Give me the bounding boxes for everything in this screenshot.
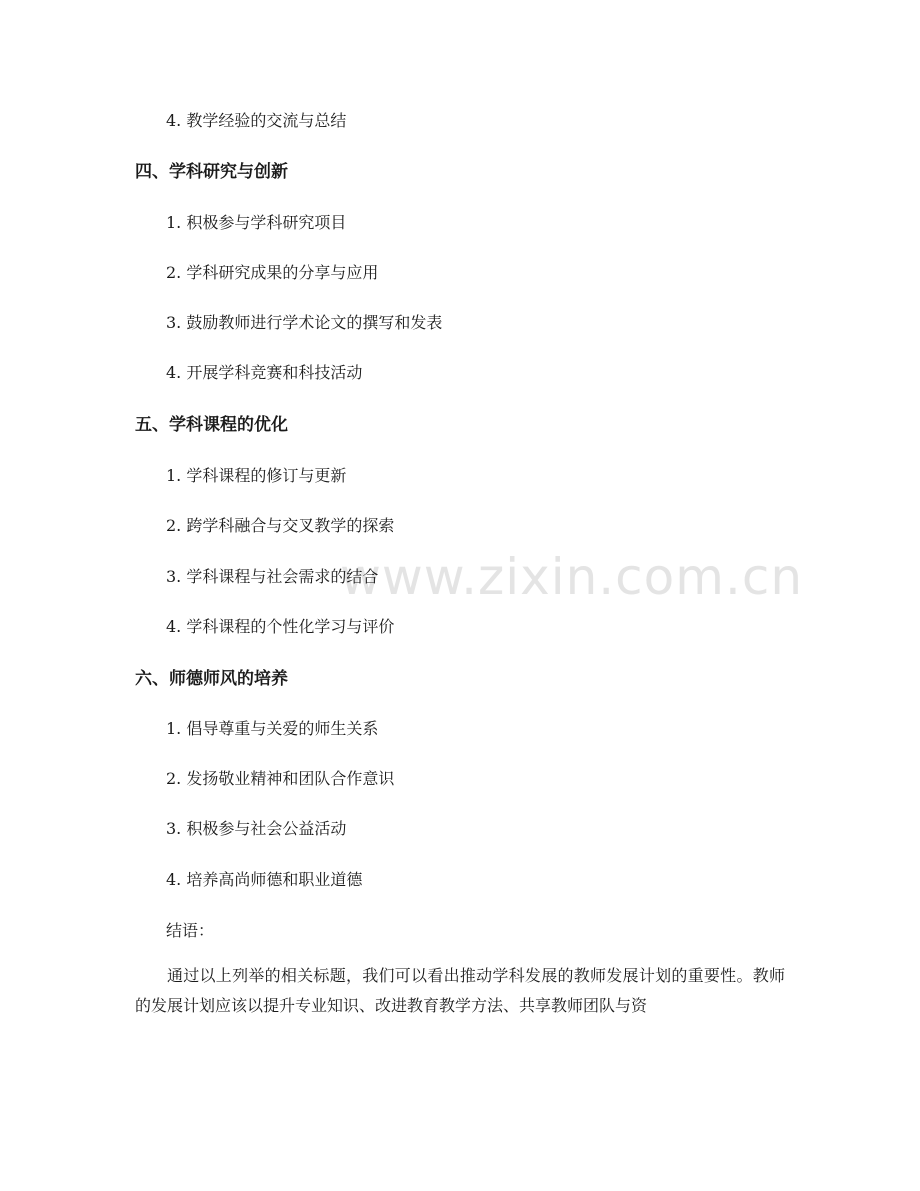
list-item: 1. 倡导尊重与关爱的师生关系: [166, 719, 379, 738]
watermark: www.zixin.com.cn: [340, 548, 804, 606]
list-item: 4. 开展学科竞赛和科技活动: [166, 363, 363, 382]
list-item: 4. 教学经验的交流与总结: [166, 111, 347, 130]
conclusion-label: 结语：: [166, 921, 215, 940]
list-item: 2. 跨学科融合与交叉教学的探索: [166, 516, 395, 535]
section-heading-4: 四、学科研究与创新: [135, 162, 288, 182]
conclusion-paragraph: 通过以上列举的相关标题，我们可以看出推动学科发展的教师发展计划的重要性。教师的发展计划应该以提升专业知识、改进教育教学方法、共享教师团队与资: [135, 966, 785, 1015]
list-item: 4. 培养高尚师德和职业道德: [166, 870, 363, 889]
section-heading-5: 五、学科课程的优化: [135, 415, 288, 435]
list-item: 4. 学科课程的个性化学习与评价: [166, 617, 395, 636]
list-item: 3. 积极参与社会公益活动: [166, 819, 347, 838]
section-heading-6: 六、师德师风的培养: [135, 669, 288, 689]
list-item: 2. 发扬敬业精神和团队合作意识: [166, 769, 395, 788]
list-item: 1. 积极参与学科研究项目: [166, 213, 347, 232]
list-item: 3. 鼓励教师进行学术论文的撰写和发表: [166, 313, 443, 332]
list-item: 3. 学科课程与社会需求的结合: [166, 567, 379, 586]
list-item: 1. 学科课程的修订与更新: [166, 466, 347, 485]
list-item: 2. 学科研究成果的分享与应用: [166, 263, 379, 282]
